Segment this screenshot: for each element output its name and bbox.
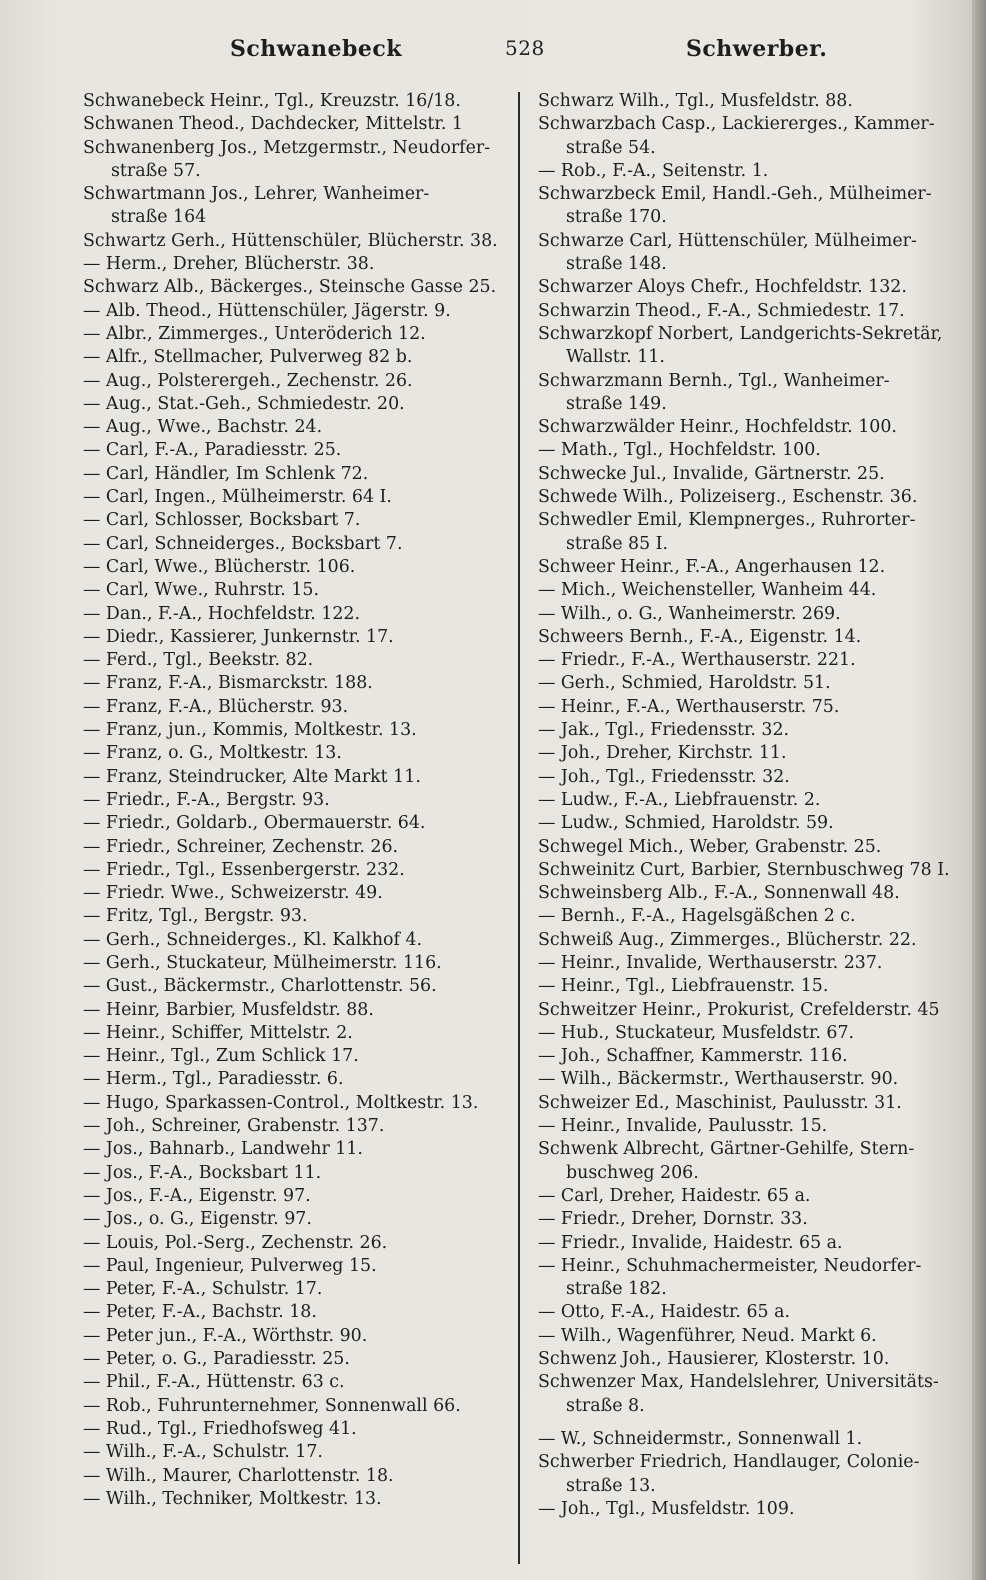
directory-entry: Schwarz Alb., Bäckerges., Steinsche Gasse 25. [83, 277, 497, 298]
directory-entry: — Franz, jun., Kommis, Moltkestr. 13. [83, 720, 417, 741]
directory-entry: — Friedr., Goldarb., Obermauerstr. 64. [83, 813, 426, 834]
directory-entry: — Jos., o. G., Eigenstr. 97. [83, 1209, 312, 1230]
directory-entry: — Otto, F.-A., Haidestr. 65 a. [538, 1302, 791, 1323]
directory-entry: — Jos., F.-A., Eigenstr. 97. [83, 1185, 311, 1206]
right-column [538, 90, 968, 1521]
directory-entry: Schwarzin Theod., F.-A., Schmiedestr. 17. [538, 300, 905, 321]
directory-entry: Schweers Bernh., F.-A., Eigenstr. 14. [538, 626, 862, 647]
directory-entry: Schwarzkopf Norbert, Landgerichts-Sekretär, [538, 323, 943, 344]
directory-entry: — Heinr., Schuhmachermeister, Neudorfer- [538, 1255, 922, 1276]
directory-entry: — Carl, F.-A., Paradiesstr. 25. [83, 440, 342, 461]
page-number: 528 [505, 36, 545, 60]
directory-entry: — Mich., Weichensteller, Wanheim 44. [538, 580, 877, 601]
directory-entry: Schwedler Emil, Klempnerges., Ruhrorter- [538, 510, 916, 531]
directory-entry: — Hugo, Sparkassen-Control., Moltkestr. 13. [83, 1092, 479, 1113]
directory-entry: — Friedr., F.-A., Bergstr. 93. [83, 789, 330, 810]
directory-entry: — Heinr., Invalide, Werthauserstr. 237. [538, 952, 883, 973]
directory-entry: — Rud., Tgl., Friedhofsweg 41. [83, 1418, 357, 1439]
directory-entry: — Friedr., Tgl., Essenbergerstr. 232. [83, 859, 405, 880]
directory-entry: Schwanebeck Heinr., Tgl., Kreuzstr. 16/18. [83, 91, 461, 111]
directory-entry: — Carl, Wwe., Blücherstr. 106. [83, 556, 356, 577]
directory-entry: Schwarzbeck Emil, Handl.-Geh., Mülheimer- [538, 184, 932, 205]
directory-entry: — Alfr., Stellmacher, Pulverweg 82 b. [83, 347, 413, 368]
directory-entry: — Friedr., Invalide, Haidestr. 65 a. [538, 1232, 843, 1253]
directory-entry: — Heinr., Invalide, Paulusstr. 15. [538, 1116, 828, 1137]
directory-entry: — Heinr., Tgl., Liebfrauenstr. 15. [538, 976, 829, 997]
directory-entry: Schwartmann Jos., Lehrer, Wanheimer- [83, 184, 430, 205]
header-right-word: Schwerber. [686, 36, 828, 62]
directory-entry: — Wilh., Maurer, Charlottenstr. 18. [83, 1465, 394, 1486]
directory-entry-continuation: straße 85 I. [566, 533, 669, 554]
directory-entry: — Alb. Theod., Hüttenschüler, Jägerstr. 9. [83, 300, 451, 321]
directory-entry: — Heinr., Schiffer, Mittelstr. 2. [83, 1022, 353, 1043]
page-header [0, 36, 986, 76]
directory-entry: Schwarzmann Bernh., Tgl., Wanheimer- [538, 370, 890, 391]
directory-entry: — Carl, Ingen., Mülheimerstr. 64 I. [83, 487, 392, 508]
directory-entry: Schweizer Ed., Maschinist, Paulusstr. 31. [538, 1092, 902, 1113]
directory-entry-continuation: straße 182. [566, 1279, 667, 1300]
directory-entry: — Paul, Ingenieur, Pulverweg 15. [83, 1255, 377, 1276]
directory-entry: — Heinr, Barbier, Musfeldstr. 88. [83, 999, 374, 1020]
directory-entry: — Diedr., Kassierer, Junkernstr. 17. [83, 626, 394, 647]
directory-entry: — Gust., Bäckermstr., Charlottenstr. 56. [83, 976, 437, 997]
directory-entry: — Gerh., Schneiderges., Kl. Kalkhof 4. [83, 929, 423, 950]
directory-entry: Schwarzwälder Heinr., Hochfeldstr. 100. [538, 417, 897, 438]
directory-entry-continuation: buschweg 206. [566, 1162, 699, 1183]
directory-entry: — Peter jun., F.-A., Wörthstr. 90. [83, 1325, 368, 1346]
directory-entry: — Fritz, Tgl., Bergstr. 93. [83, 906, 308, 927]
directory-entry: — Herm., Tgl., Paradiesstr. 6. [83, 1069, 344, 1090]
directory-entry: Schwanenberg Jos., Metzgermstr., Neudorfer- [83, 137, 491, 158]
directory-entry: — Friedr., F.-A., Werthauserstr. 221. [538, 650, 856, 671]
directory-entry: — Peter, F.-A., Bachstr. 18. [83, 1302, 317, 1323]
directory-entry: — Ludw., F.-A., Liebfrauenstr. 2. [538, 789, 821, 810]
directory-entry: Schweiß Aug., Zimmerges., Blücherstr. 22. [538, 929, 917, 950]
directory-entry-continuation: straße 148. [566, 254, 667, 275]
directory-entry: — Aug., Polsterergeh., Zechenstr. 26. [83, 370, 413, 391]
directory-entry: Schwerber Friedrich, Handlauger, Colonie- [538, 1452, 920, 1473]
directory-entry: — Rob., Fuhrunternehmer, Sonnenwall 66. [83, 1395, 461, 1416]
header-left-word: Schwanebeck [230, 36, 402, 62]
directory-entry: — Wilh., Wagenführer, Neud. Markt 6. [538, 1325, 877, 1346]
directory-entry: Schwegel Mich., Weber, Grabenstr. 25. [538, 836, 882, 857]
directory-entry: — Bernh., F.-A., Hagelsgäßchen 2 c. [538, 906, 856, 927]
directory-entry: — Ludw., Schmied, Haroldstr. 59. [538, 813, 834, 834]
directory-entry: — Friedr., Schreiner, Zechenstr. 26. [83, 836, 399, 857]
directory-entry: — W., Schneidermstr., Sonnenwall 1. [538, 1428, 863, 1449]
directory-entry-continuation: straße 8. [566, 1395, 645, 1416]
directory-entry: — Franz, o. G., Moltkestr. 13. [83, 743, 342, 764]
directory-entry: — Jos., F.-A., Bocksbart 11. [83, 1162, 322, 1183]
directory-entry: — Heinr., Tgl., Zum Schlick 17. [83, 1046, 359, 1067]
directory-entry: — Gerh., Schmied, Haroldstr. 51. [538, 673, 831, 694]
directory-entry: — Aug., Wwe., Bachstr. 24. [83, 417, 323, 438]
directory-entry: Schwarze Carl, Hüttenschüler, Mülheimer- [538, 230, 917, 251]
directory-entry: — Gerh., Stuckateur, Mülheimerstr. 116. [83, 952, 442, 973]
directory-entry: — Dan., F.-A., Hochfeldstr. 122. [83, 603, 361, 624]
directory-entry: Schwenk Albrecht, Gärtner-Gehilfe, Stern- [538, 1139, 915, 1160]
directory-entry-continuation: straße 149. [566, 393, 667, 414]
directory-entry: — Aug., Stat.-Geh., Schmiedestr. 20. [83, 393, 405, 414]
page-edge-shadow [972, 0, 986, 1580]
directory-entry: — Friedr. Wwe., Schweizerstr. 49. [83, 883, 383, 904]
directory-entry: Schwarz Wilh., Tgl., Musfeldstr. 88. [538, 91, 853, 111]
directory-entry [538, 1418, 968, 1428]
directory-entry: — Rob., F.-A., Seitenstr. 1. [538, 160, 769, 181]
directory-entry: — Wilh., o. G., Wanheimerstr. 269. [538, 603, 841, 624]
directory-entry: — Math., Tgl., Hochfeldstr. 100. [538, 440, 821, 461]
directory-entry: Schwenzer Max, Handelslehrer, Universitäts- [538, 1372, 939, 1393]
directory-entry: Schwenz Joh., Hausierer, Klosterstr. 10. [538, 1349, 890, 1370]
column-divider [518, 92, 520, 1564]
directory-entry: — Carl, Wwe., Ruhrstr. 15. [83, 580, 319, 601]
directory-entry: Schweitzer Heinr., Prokurist, Crefelderstr. 45 [538, 999, 940, 1020]
directory-entry: — Carl, Schlosser, Bocksbart 7. [83, 510, 361, 531]
directory-entry: — Friedr., Dreher, Dornstr. 33. [538, 1209, 808, 1230]
directory-entry: Schwarzbach Casp., Lackiererges., Kammer- [538, 114, 935, 135]
directory-entry: — Phil., F.-A., Hüttenstr. 63 c. [83, 1372, 345, 1393]
directory-entry: — Peter, o. G., Paradiesstr. 25. [83, 1349, 350, 1370]
directory-entry: Schweinitz Curt, Barbier, Sternbuschweg 78 I. [538, 859, 950, 880]
directory-entry-continuation: straße 164 [111, 207, 207, 228]
directory-entry: — Wilh., Bäckermstr., Werthauserstr. 90. [538, 1069, 899, 1090]
directory-entry: — Wilh., F.-A., Schulstr. 17. [83, 1442, 323, 1463]
directory-entry: Schwede Wilh., Polizeiserg., Eschenstr. 36. [538, 487, 918, 508]
directory-entry: — Louis, Pol.-Serg., Zechenstr. 26. [83, 1232, 388, 1253]
directory-entry: — Peter, F.-A., Schulstr. 17. [83, 1279, 323, 1300]
directory-entry: — Wilh., Techniker, Moltkestr. 13. [83, 1488, 382, 1509]
directory-entry: Schwartz Gerh., Hüttenschüler, Blücherstr. 38. [83, 230, 498, 251]
directory-entry-continuation: Wallstr. 11. [566, 347, 665, 368]
directory-entry: — Herm., Dreher, Blücherstr. 38. [83, 254, 375, 275]
directory-entry: — Heinr., F.-A., Werthauserstr. 75. [538, 696, 840, 717]
directory-entry-continuation: straße 13. [566, 1475, 656, 1496]
directory-entry: — Carl, Händler, Im Schlenk 72. [83, 463, 369, 484]
directory-entry: — Franz, F.-A., Blücherstr. 93. [83, 696, 349, 717]
directory-entry: Schweer Heinr., F.-A., Angerhausen 12. [538, 556, 886, 577]
left-column [83, 90, 503, 1511]
directory-entry: — Franz, Steindrucker, Alte Markt 11. [83, 766, 421, 787]
directory-entry-continuation: straße 57. [111, 160, 201, 181]
directory-entry: Schwecke Jul., Invalide, Gärtnerstr. 25. [538, 463, 885, 484]
directory-entry: — Joh., Schaffner, Kammerstr. 116. [538, 1046, 848, 1067]
directory-entry: — Carl, Dreher, Haidestr. 65 a. [538, 1185, 811, 1206]
directory-entry: — Jak., Tgl., Friedensstr. 32. [538, 720, 790, 741]
directory-entry: Schweinsberg Alb., F.-A., Sonnenwall 48. [538, 883, 900, 904]
directory-entry: — Albr., Zimmerges., Unteröderich 12. [83, 323, 426, 344]
directory-entry: — Joh., Schreiner, Grabenstr. 137. [83, 1116, 385, 1137]
directory-entry-continuation: straße 170. [566, 207, 667, 228]
directory-entry: Schwarzer Aloys Chefr., Hochfeldstr. 132. [538, 277, 907, 298]
directory-entry: — Carl, Schneiderges., Bocksbart 7. [83, 533, 403, 554]
directory-entry-continuation: straße 54. [566, 137, 656, 158]
directory-entry: — Joh., Tgl., Friedensstr. 32. [538, 766, 790, 787]
directory-entry: — Jos., Bahnarb., Landwehr 11. [83, 1139, 363, 1160]
directory-entry: — Joh., Tgl., Musfeldstr. 109. [538, 1498, 795, 1519]
directory-entry: — Ferd., Tgl., Beekstr. 82. [83, 650, 314, 671]
directory-entry: Schwanen Theod., Dachdecker, Mittelstr. 1 [83, 114, 463, 135]
directory-entry: — Hub., Stuckateur, Musfeldstr. 67. [538, 1022, 855, 1043]
directory-entry: — Franz, F.-A., Bismarckstr. 188. [83, 673, 373, 694]
directory-entry: — Joh., Dreher, Kirchstr. 11. [538, 743, 787, 764]
